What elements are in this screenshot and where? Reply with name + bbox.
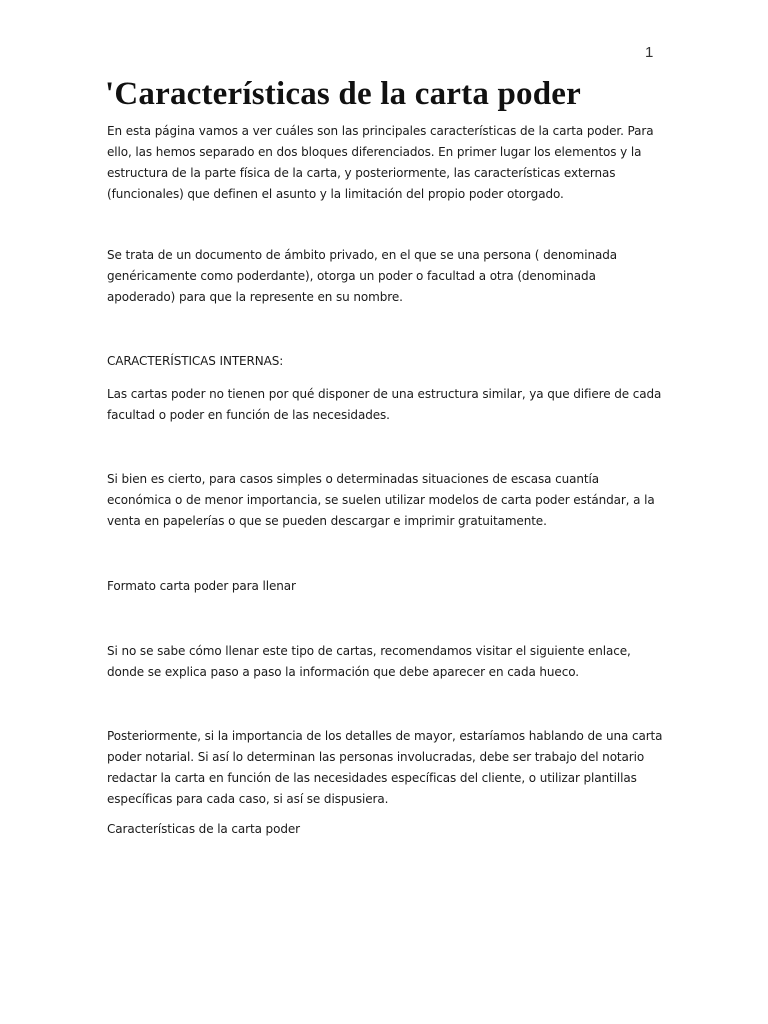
notarial-paragraph: Posteriormente, si la importancia de los detalles de mayor, estaríamos hablando de una carta poder notarial. Si así lo determinan las personas involucradas, debe ser trabajo del notario redactar la carta en función de las necesidades específicas del cliente, o utilizar plantillas específicas para cada caso, si así se dispusiera. — [107, 729, 663, 806]
standard-models-paragraph: Si bien es cierto, para casos simples o determinadas situaciones de escasa cuantía económica o de menor importancia, se suelen utilizar modelos de carta poder estándar, a la venta en papelerías o que se pueden descargar e imprimir gratuitamente. — [107, 472, 655, 528]
page-number: 1 — [645, 44, 654, 61]
characteristics-footer-line: Características de la carta poder — [107, 822, 300, 836]
document-title: 'Características de la carta poder — [105, 76, 581, 112]
section-heading-internal: CARACTERÍSTICAS INTERNAS: — [107, 354, 284, 368]
definition-paragraph: Se trata de un documento de ámbito privado, en el que se una persona ( denominada genéricamente como poderdante), otorga un poder o facultad a otra (denominada apoderado) para que la represente en su nombre. — [107, 248, 617, 304]
fill-instructions-paragraph: Si no se sabe cómo llenar este tipo de cartas, recomendamos visitar el siguiente enlace, donde se explica paso a paso la información que debe aparecer en cada hueco. — [107, 644, 631, 679]
structure-paragraph: Las cartas poder no tienen por qué disponer de una estructura similar, ya que difiere de cada facultad o poder en función de las necesidades. — [107, 387, 662, 422]
intro-paragraph: En esta página vamos a ver cuáles son las principales características de la carta poder. Para ello, las hemos separado en dos bloques diferenciados. En primer lugar los elementos y la estructura de la parte física de la carta, y posteriormente, las características externas (funcionales) que definen el asunto y la limitación del propio poder otorgado. — [107, 124, 654, 201]
format-heading: Formato carta poder para llenar — [107, 579, 296, 593]
